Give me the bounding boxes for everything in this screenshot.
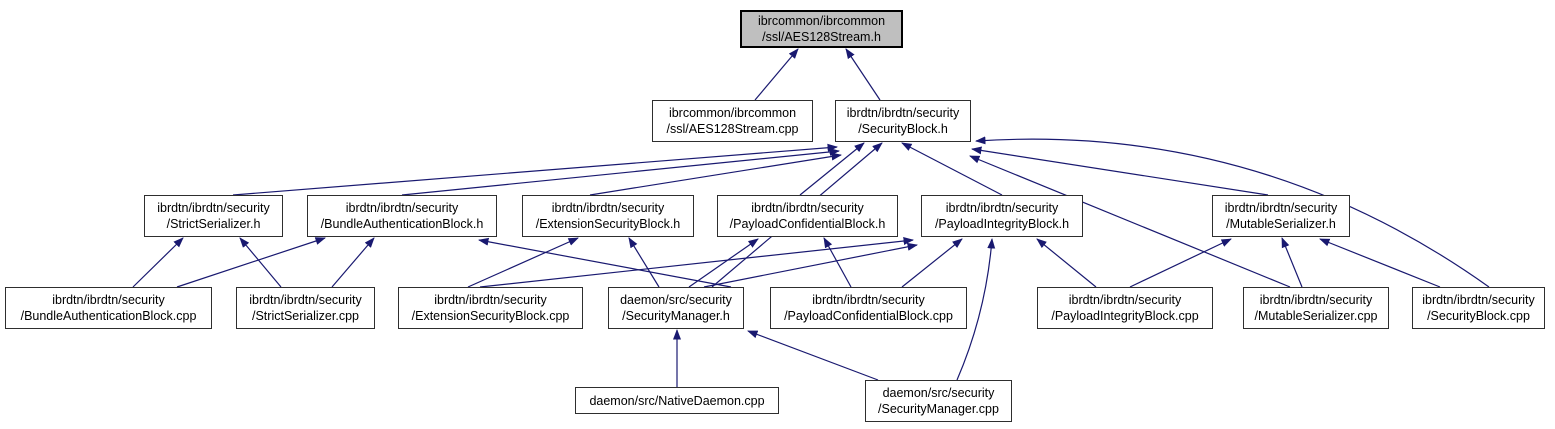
edge-extensionsecurityblock-h--to--securityblock-h [590, 155, 841, 195]
graph-node-label-line: ibrdtn/ibrdtn/security [249, 293, 362, 307]
graph-node-securitymanager-cpp[interactable] [865, 380, 1012, 422]
graph-node-label-line: ibrdtn/ibrdtn/security [345, 201, 459, 215]
graph-node-extensionsecurityblock-h[interactable] [522, 195, 694, 237]
edge-strictserializer-h--to--securityblock-h [233, 147, 837, 195]
graph-node-label-line: daemon/src/security [620, 293, 732, 307]
graph-node-label-line: /MutableSerializer.h [1226, 217, 1336, 231]
graph-node-label-line: /ssl/AES128Stream.h [762, 30, 881, 44]
edge-bundleauthenticationblock-cpp--to--strictserializer-h [133, 238, 183, 287]
graph-node-payloadintegrityblock-cpp[interactable] [1037, 287, 1213, 329]
graph-node-bundleauthenticationblock-h[interactable] [307, 195, 497, 237]
graph-node-label-line: /BundleAuthenticationBlock.h [320, 217, 484, 231]
graph-node-securityblock-cpp[interactable] [1412, 287, 1545, 329]
graph-node-securityblock-h[interactable] [835, 100, 971, 142]
graph-node-payloadconfidentialblock-h[interactable] [717, 195, 898, 237]
graph-node-label-line: daemon/src/NativeDaemon.cpp [589, 393, 765, 408]
graph-node-label-line: ibrdtn/ibrdtn/security [157, 201, 270, 215]
edge-payloadintegrityblock-cpp--to--payloadintegrityblock-h [1037, 239, 1096, 287]
graph-node-label-line: /StrictSerializer.h [166, 217, 261, 231]
graph-node-label-line: ibrcommon/ibrcommon [757, 14, 886, 28]
graph-node-payloadconfidentialblock-cpp[interactable] [770, 287, 967, 329]
graph-node-label-line: ibrdtn/ibrdtn/security [551, 201, 665, 215]
edge-payloadintegrityblock-cpp--to--mutableserializer-h [1130, 239, 1231, 287]
edge-payloadconfidentialblock-h--to--securityblock-h [800, 143, 864, 195]
edge-securitymanager-cpp--to--securitymanager-h [748, 331, 878, 380]
edge-strictserializer-cpp--to--bundleauthenticationblock-h [332, 238, 374, 287]
graph-node-label-line: /BundleAuthenticationBlock.cpp [20, 309, 197, 323]
graph-node-mutableserializer-cpp[interactable] [1243, 287, 1389, 329]
edge-mutableserializer-cpp--to--mutableserializer-h [1282, 238, 1302, 287]
graph-node-label-line: /ssl/AES128Stream.cpp [666, 122, 799, 136]
edge-extensionsecurityblock-cpp--to--extensionsecurityblock-h [468, 238, 578, 287]
graph-node-label-line: ibrdtn/ibrdtn/security [846, 106, 960, 120]
graph-node-label-line: /SecurityBlock.cpp [1427, 309, 1530, 323]
edge-securityblock-cpp--to--mutableserializer-h [1320, 239, 1440, 287]
graph-node-label-line: ibrdtn/ibrdtn/security [1068, 293, 1182, 307]
graph-node-label-line: /StrictSerializer.cpp [252, 309, 359, 323]
graph-node-label-line: /PayloadIntegrityBlock.h [934, 217, 1070, 231]
graph-node-strictserializer-cpp[interactable] [236, 287, 375, 329]
graph-node-label-line: ibrdtn/ibrdtn/security [434, 293, 547, 307]
edge-strictserializer-cpp--to--strictserializer-h [240, 238, 281, 287]
graph-node-label-line: ibrdtn/ibrdtn/security [52, 293, 165, 307]
graph-node-bundleauthenticationblock-cpp[interactable] [5, 287, 212, 329]
graph-node-label-line: ibrdtn/ibrdtn/security [1422, 293, 1535, 307]
graph-node-securitymanager-h[interactable] [608, 287, 744, 329]
graph-node-label-line: /PayloadConfidentialBlock.h [729, 217, 886, 231]
edge-bundleauthenticationblock-h--to--securityblock-h [402, 151, 839, 195]
graph-node-aes128stream-h[interactable] [740, 10, 903, 48]
graph-node-label-line: /PayloadConfidentialBlock.cpp [784, 309, 953, 323]
graph-node-label-line: /ExtensionSecurityBlock.cpp [411, 309, 570, 323]
graph-node-strictserializer-h[interactable] [144, 195, 283, 237]
graph-node-label-line: ibrdtn/ibrdtn/security [945, 201, 1059, 215]
edge-extensionsecurityblock-cpp--to--payloadintegrityblock-h [480, 240, 913, 287]
graph-node-label-line: /MutableSerializer.cpp [1254, 309, 1378, 323]
graph-node-label-line: /SecurityManager.cpp [878, 402, 999, 416]
edge-aes128stream-cpp--to--aes128stream-h [755, 49, 798, 100]
graph-node-label-line: /ExtensionSecurityBlock.h [535, 217, 681, 231]
graph-node-label-line: daemon/src/security [882, 386, 995, 400]
graph-node-nativedaemon-cpp[interactable] [575, 387, 779, 414]
graph-node-label-line: ibrdtn/ibrdtn/security [751, 201, 864, 215]
edge-securitymanager-h--to--extensionsecurityblock-h [629, 238, 659, 287]
edge-bundleauthenticationblock-cpp--to--bundleauthenticationblock-h [177, 238, 325, 287]
graph-node-extensionsecurityblock-cpp[interactable] [398, 287, 583, 329]
graph-node-mutableserializer-h[interactable] [1212, 195, 1350, 237]
graph-node-label-line: ibrdtn/ibrdtn/security [1224, 201, 1338, 215]
graph-node-label-line: /SecurityManager.h [622, 309, 730, 323]
edge-mutableserializer-h--to--securityblock-h [972, 149, 1268, 195]
graph-node-aes128stream-cpp[interactable] [652, 100, 813, 142]
graph-node-label-line: /SecurityBlock.h [858, 122, 948, 136]
graph-node-label-line: ibrdtn/ibrdtn/security [812, 293, 925, 307]
graph-node-payloadintegrityblock-h[interactable] [921, 195, 1083, 237]
graph-node-label-line: ibrdtn/ibrdtn/security [1259, 293, 1373, 307]
graph-node-label-line: /PayloadIntegrityBlock.cpp [1051, 309, 1199, 323]
graph-node-label-line: ibrcommon/ibrcommon [668, 106, 797, 120]
edge-securityblock-h--to--aes128stream-h [846, 49, 880, 100]
